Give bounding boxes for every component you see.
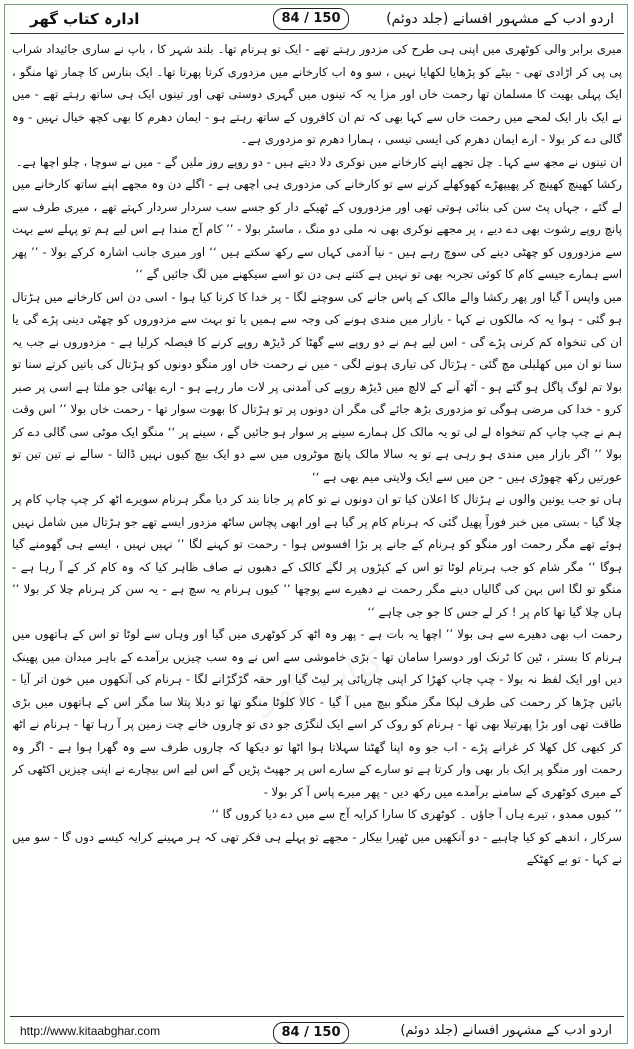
paragraph: ہاں تو جب یونین والوں نے ہڑتال کا اعلان کیا تو ان دونوں نے تو کام پر جانا بند کر دیا مگر ہرنام سویرے اٹھ کر چپ چاپ کام پر چلا گیا - بستی میں خبر فوراً پھیل گئی کہ ہرنام کام پر گیا ہے اور ابھی پچاس ساٹھ مزدور ایسے تھے جو ہڑتال میں شامل نہیں ہوئے تھے مگر رحمت اور منگو کو ہرنام کے جانے پر بڑا افسوس ہوا - رحمت تو کہنے لگا ’’ نہیں نہیں ، ایسے ہی گھومنے گیا ہوگا ‘‘ مگر شام کو جب ہرنام لوٹا تو اس کے کپڑوں پر لگے کالک کے دھبوں نے صاف ظاہر کیا کہ وہ کام کر کے آ رہا ہے - منگو تو لگا اس بہن کی گالیاں دینے مگر رحمت نے دھیرے سے پوچھا ’’ کیوں ہرنام یہ سچ ہے - یہ سن کر ہرنام چلا کر بولا ’’ ہاں چلا گیا تھا کام پر ! کر لے جس کا جو جی چاہے ‘‘	[12, 492, 622, 619]
header-divider	[10, 33, 624, 34]
paragraph: میں واپس آ گیا اور پھر رکشا والے مالک کے پاس جانے کی سوچنے لگا - پر خدا کا کرنا کیا ہوا - اسی دن اس کارخانے میں ہڑتال ہو گئی - ہوا یہ کہ مالکوں نے کہا - بازار میں مندی ہونے کی وجہ سے ہمیں یا تو بہت سے مزدوروں کو چھٹی دینی پڑے گی یا ان کی تنخواہ کم کرنی پڑے گی - اس لیے ہم نے دو روپے سے گھٹا کر ڈیڑھ روپے کرنے کا فیصلہ کرلیا ہے - مزدوروں نے جب یہ سنا تو ان میں کھلبلی مچ گئی - ہڑتال کی تیاری ہونے لگی - میں نے رحمت خاں اور منگو دونوں کو ہڑتال کی باتیں کرتے سنا تو بولا تم لوگ پاگل ہو گئے ہو - آٹھ آنے کے لالچ میں ڈیڑھ روپے کی آمدنی پر لات مار رہے ہو - ارے بھائی جو ملتا ہے اسی پر صبر کرو - خدا کی مرضی ہوگی تو مزدوری بڑھ جائے گی مگر ان دونوں پر تو ہڑتال کا بھوت سوار تھا - رحمت خاں بولا ’’ اس وقت ہم نے چپ چاپ کم تنخواہ لے لی تو یہ مالک کل ہمارے سینے پر سوار ہو جائیں گے ، سینے پر ‘‘ منگو ایک موٹی سی گالی دے کر بولا ’’ اگر بازار میں مندی ہو رہی ہے تو یہ سالا مالک پانچ موٹروں میں سے دو ایک بیچ کیوں نہیں ڈالتا - سالے نے تین تین تو عورتیں رکھ چھوڑی ہیں - جن میں سے ایک ولایتی میم بھی ہے ‘‘	[12, 289, 622, 484]
footer-divider	[10, 1016, 624, 1017]
paragraph: میری برابر والی کوٹھری میں اپنی ہی طرح کی مزدور رہتے تھے - ایک تو ہرنام تھا۔ بلند شہر کا ، باپ نے ساری جائیداد شراب پی پی کر اڑادی تھی - بیٹے کو پڑھایا لکھایا نہیں ، سو وہ اب کارخانے میں مزدوری کرتا پھرتا تھا۔ ایک بنارس کا چمار تھا منگو ، ایک پہلی بھیت کا مسلمان تھا رحمت خاں اور مزا یہ کہ تینوں میں گہری دوستی تھی اور تینوں ایک ہی ساتھ رہتے تھے - میں نے ایک بار ایک لمحے میں رحمت خاں سے کہا بھی کہ تم ان کافروں کے ساتھ رہتے ہو - ایمان دھرم کا بھی کچھ خیال نہیں - وہ گالی دے کر بولا - ارے ایمان دھرم کی ایسی تیسی ، ہمارا دھرم تو مزدوری ہے۔	[12, 42, 622, 146]
paragraph: ’’ کیوں ممدو ، تیرے ہاں آ جاؤں ۔ کوٹھری کا سارا کرایہ آج سے میں دے دیا کروں گا ‘‘	[211, 807, 622, 821]
page-header	[8, 8, 626, 30]
page-counter-top: 84 / 150	[273, 8, 349, 30]
book-title-top: اردو ادب کے مشہور افسانے (جلد دوئم)	[386, 11, 614, 27]
publisher-name: ادارہ کتاب گھر	[30, 10, 140, 28]
paragraph: رحمت اب بھی دھیرے سے ہی بولا ’’ اچھا یہ بات ہے - پھر وہ اٹھ کر کوٹھری میں گیا اور وہاں سے لوٹا تو اس کے ہاتھوں میں ہرنام کا بستر ، ٹین کا ٹرنک اور دوسرا سامان تھا - بڑی خاموشی سے اس نے وہ سب چیزیں برآمدے کے باہر میدان میں پھینک دیں اور ایک لفظ نہ بولا - چپ چاپ کھڑا کر اپنی چارپائی پر لیٹ گیا اور حقہ گڑگڑانے لگا - ہرنام کی آنکھوں میں خون اتر آیا - بائیں چڑھا کر رحمت کی طرف لپکا مگر منگو بیچ میں آ گیا - کالا کلوٹا منگو تھا تو دبلا پتلا سا مگر اس کے ہاتھوں میں بڑی طاقت تھی اور بڑا پھرتیلا بھی تھا - ہرنام کو روک کر اسے ایک لنگڑی جو دی تو چاروں خانے چت زمین پر آ رہا تھا - ہرنام نے اٹھ کر کبھی کل کھلا کر غرانے پڑے - اب جو وہ اپنا گھٹنا سہلاتا ہوا اٹھا تو دیکھا کہ چاروں طرف سے وہ گھرا ہوا ہے - اگر وہ رحمت اور منگو پر ایک بار بھی وار کرتا ہے تو سارے کے سارے اس پر جھپٹ پڑیں گے اس لیے اس بیچارے نے اپنی چیزیں اکٹھی کر کے میری کوٹھری کے سامنے برآمدے میں رکھ دیں - پھر میرے پاس آ کر بولا -	[12, 627, 622, 799]
paragraph: رکشا کھینچ کھینچ کر پھیپھڑے کھوکھلے کرنے سے تو کارخانے کی مزدوری ہی اچھی ہے - اگلے دن وہ مجھے اپنے ساتھ کارخانے میں لے گئے ، جہاں پٹ سن کی بنائی ہوتی تھی اور مزدوروں کے ٹھیکے دار کو جسے سب سردار سردار کہتے تھے ، میری طرف سے پانچ روپے رشوت بھی دے دیے ، پر مجھے نوکری بھی نہ ملی دو منگ ، ماسٹر بولا - ’’ کام آج مندا ہے اس لیے ہم تو پہلے سے بہت سے مزدوروں کو چھٹی دینے کی سوچ رہے ہیں - نیا آدمی کہاں سے رکھ سکتے ہیں ‘‘ اور میری جانب اشارہ کرکے بولا - ’’ پھر اسے ہمارے جیسے کام کا کوئی تجربہ بھی تو نہیں ہے کتنے ہی دن تو اسے سیکھنے میں لگ جائیں گے ‘‘	[12, 177, 622, 281]
paragraph: سرکار ، اندھے کو کیا چاہیے - دو آنکھیں میں ٹھیرا بیکار - مجھے تو پہلے ہی فکر تھی کہ ہر مہینے کرایہ کیسے دوں گا - سو میں نے کہا - تو بے کھٹکے	[12, 829, 622, 866]
paragraph: ان تینوں نے مجھ سے کہا۔ چل تجھے اپنے کارخانے میں نوکری دلا دیتے ہیں - دو روپے روز ملیں گے - میں نے سوچا ، چلو اچھا ہے۔	[15, 154, 622, 169]
page-counter-bottom: 84 / 150	[273, 1022, 349, 1044]
site-url-link[interactable]: http://www.kitaabghar.com	[20, 1024, 161, 1038]
page-footer	[8, 1020, 626, 1044]
story-text	[12, 38, 622, 1010]
book-title-bottom: اردو ادب کے مشہور افسانے (جلد دوئم)	[400, 1023, 612, 1038]
watermark: کتاب گھر	[251, 640, 389, 720]
